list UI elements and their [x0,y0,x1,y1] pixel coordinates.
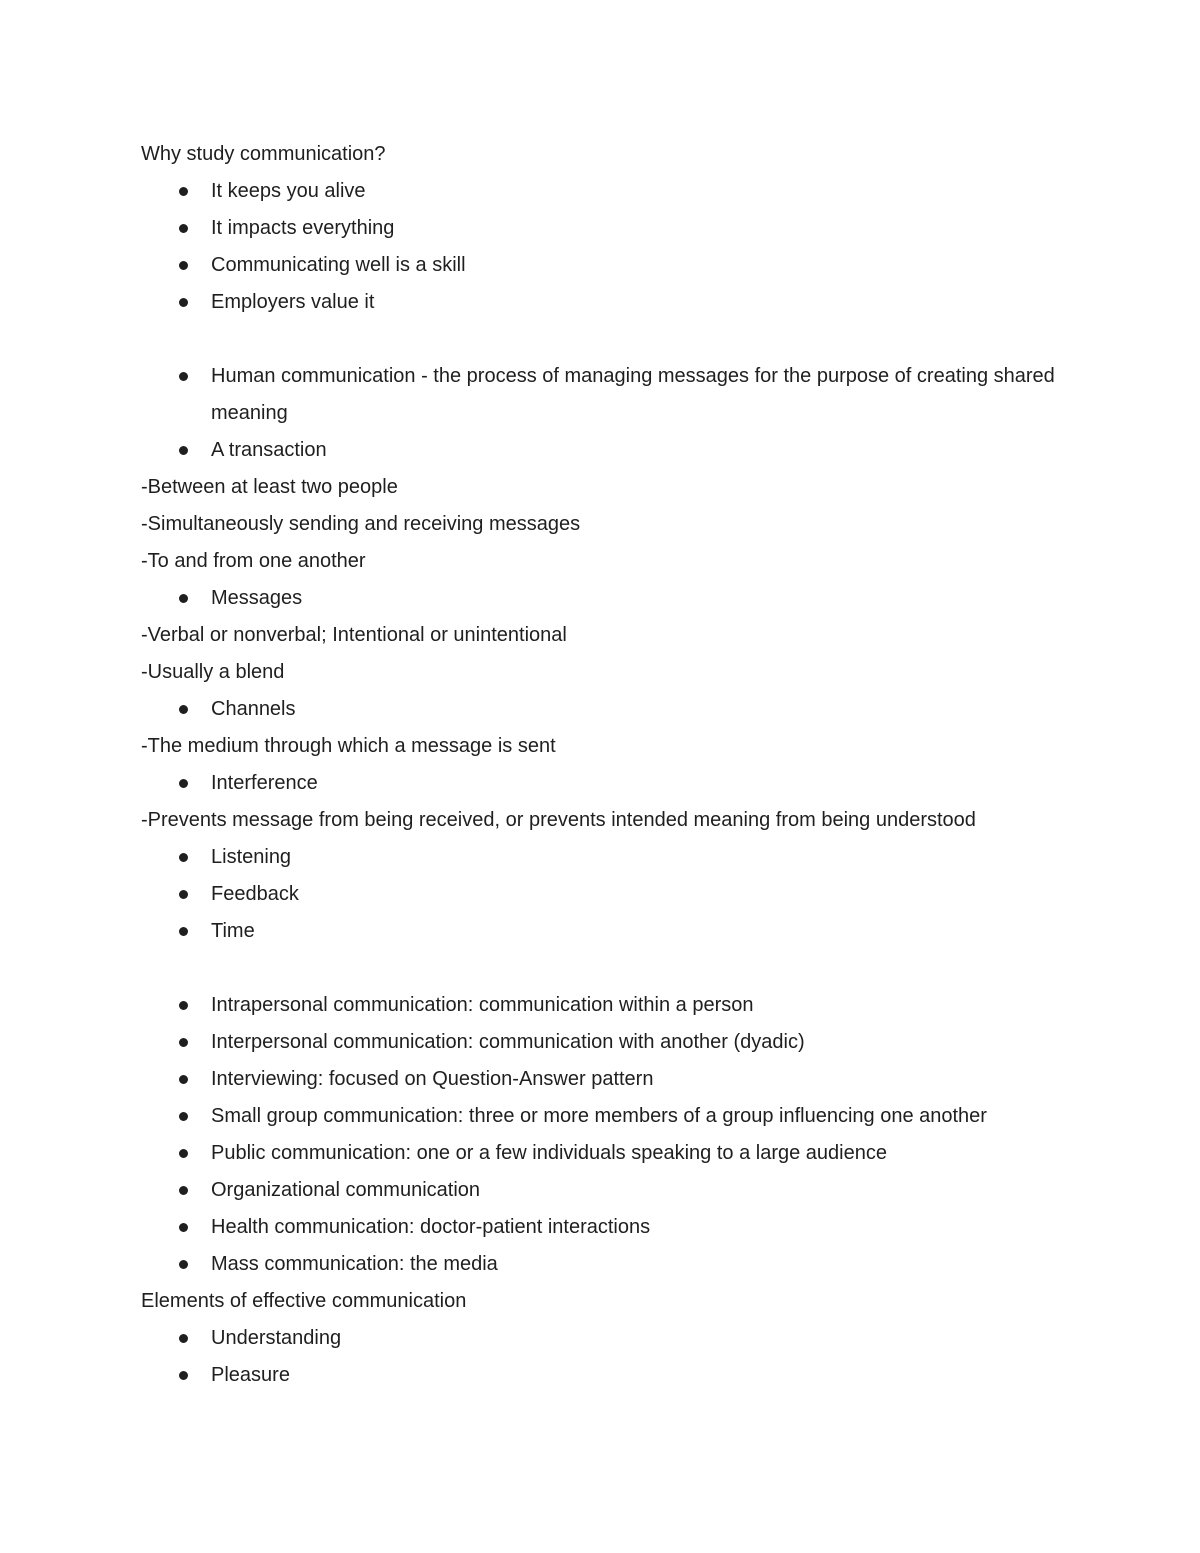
list-item-text: Mass communication: the media [211,1253,498,1275]
list-item-text: Messages [211,587,303,609]
list-item [141,210,1101,247]
blank-line [141,950,1101,987]
list-item-text: Interference [211,772,318,794]
bullet-icon [179,705,188,714]
bullet-icon [179,1149,188,1158]
list-item [141,1320,1101,1357]
bullet-icon [179,372,188,381]
bullet-icon [179,298,188,307]
bullet-icon [179,1038,188,1047]
list-item-text: Listening [211,846,292,868]
list-item-text: Intrapersonal communication: communication within a person [211,994,754,1016]
list-item [141,1098,1101,1135]
note-line: -To and from one another [141,550,366,572]
list-item [141,580,1101,617]
bullet-icon [179,1112,188,1121]
document-body [141,136,1101,1394]
list-item [141,1246,1101,1283]
list-item-text: Time [211,920,255,942]
bullet-icon [179,187,188,196]
heading-elements: Elements of effective communication [141,1290,467,1312]
note-line: -Between at least two people [141,476,398,498]
list-item [141,1357,1101,1394]
list-item [141,765,1101,802]
list-item [141,1061,1101,1098]
list-item [141,876,1101,913]
list-item [141,284,1101,321]
list-item-text: It impacts everything [211,217,395,239]
bullet-icon [179,1223,188,1232]
bullet-icon [179,1001,188,1010]
list-item-text: Interviewing: focused on Question-Answer pattern [211,1068,654,1090]
note-line: -Verbal or nonverbal; Intentional or unintentional [141,624,567,646]
list-item [141,247,1101,284]
bullet-icon [179,261,188,270]
list-item-text: Human communication - the process of managing messages for the purpose of creating shared meaning [211,365,1055,424]
bullet-icon [179,224,188,233]
list-item [141,358,1101,432]
note-line: -Usually a blend [141,661,285,683]
list-item [141,987,1101,1024]
note-line: -Prevents message from being received, or prevents intended meaning from being understood [141,809,976,831]
list-item-text: It keeps you alive [211,180,366,202]
bullet-icon [179,1371,188,1380]
bullet-icon [179,1186,188,1195]
list-item-text: Organizational communication [211,1179,481,1201]
list-item [141,1172,1101,1209]
list-item-text: Communicating well is a skill [211,254,466,276]
list-item [141,1135,1101,1172]
bullet-icon [179,853,188,862]
list-item [141,691,1101,728]
blank-line [141,321,1101,358]
list-item [141,432,1101,469]
list-item [141,173,1101,210]
list-item-text: Feedback [211,883,299,905]
list-item-text: Public communication: one or a few individuals speaking to a large audience [211,1142,887,1164]
list-item-text: Pleasure [211,1364,290,1386]
bullet-icon [179,1334,188,1343]
bullet-icon [179,1075,188,1084]
heading-why-study: Why study communication? [141,143,386,165]
bullet-icon [179,594,188,603]
list-item-text: Small group communication: three or more members of a group influencing one another [211,1105,987,1127]
list-item [141,1209,1101,1246]
list-item-text: Channels [211,698,296,720]
bullet-icon [179,779,188,788]
note-line: -Simultaneously sending and receiving messages [141,513,581,535]
bullet-icon [179,1260,188,1269]
list-item [141,1024,1101,1061]
list-item-text: Interpersonal communication: communication with another (dyadic) [211,1031,805,1053]
list-item-text: Health communication: doctor-patient interactions [211,1216,651,1238]
list-item-text: Understanding [211,1327,342,1349]
list-item [141,839,1101,876]
bullet-icon [179,890,188,899]
bullet-icon [179,446,188,455]
bullet-icon [179,927,188,936]
list-item-text: Employers value it [211,291,375,313]
list-item [141,913,1101,950]
note-line: -The medium through which a message is sent [141,735,556,757]
list-item-text: A transaction [211,439,327,461]
